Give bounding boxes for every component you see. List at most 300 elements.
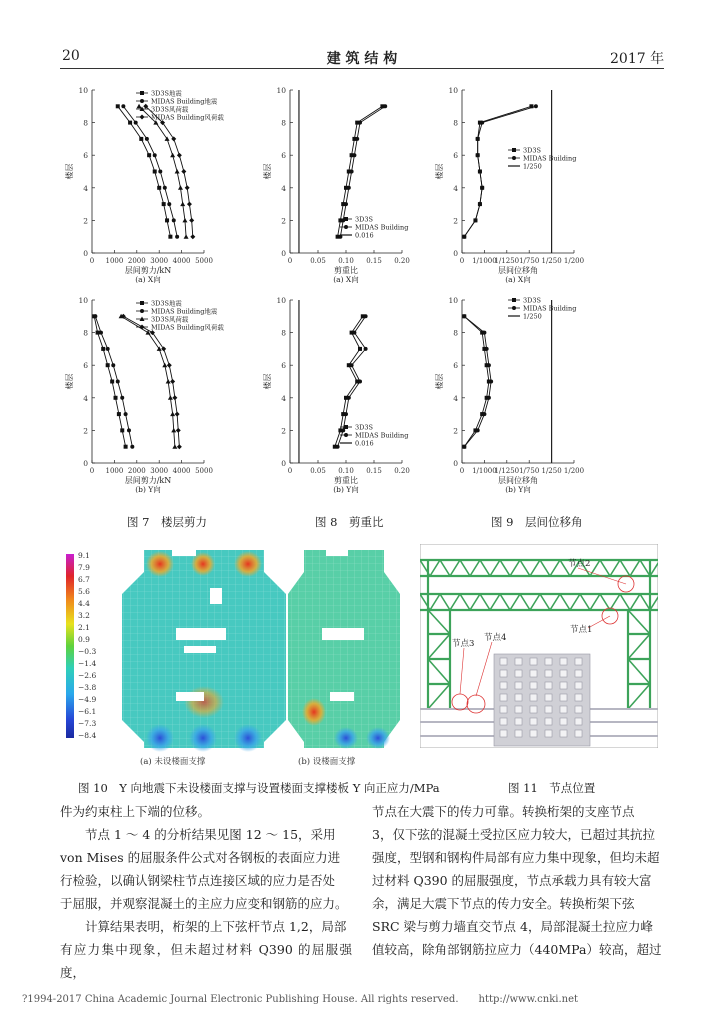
point-marker: [171, 136, 176, 141]
window: [500, 718, 507, 725]
fig10-caption: 图 10 Y 向地震下未设楼面支撑与设置楼面支撑楼板 Y 向正应力/MPa: [78, 781, 440, 795]
x-tick-label: 1/750: [519, 257, 540, 265]
node3-label: 节点3: [452, 639, 475, 649]
x-axis-label: 层间剪力/kN: [124, 476, 172, 485]
point-marker: [476, 137, 480, 141]
point-marker: [140, 301, 144, 305]
fig10-sub-b: (b) 设楼面支撑: [298, 757, 356, 767]
point-marker: [512, 156, 516, 160]
point-marker: [478, 170, 482, 174]
x-axis-label: 层间位移角: [498, 266, 538, 275]
window: [560, 718, 567, 725]
y-tick-label: 6: [453, 361, 458, 371]
x-axis-label: 层间剪力/kN: [124, 266, 172, 275]
window: [560, 730, 567, 737]
point-marker: [130, 445, 134, 449]
point-marker: [347, 186, 351, 190]
x-tick-label: 0: [89, 257, 95, 265]
y-tick-label: 10: [276, 86, 286, 95]
y-tick-label: 0: [83, 249, 88, 258]
point-marker: [153, 153, 157, 157]
window: [530, 730, 537, 737]
y-tick-label: 2: [281, 216, 286, 226]
y-tick-label: 10: [448, 86, 458, 95]
point-marker: [166, 379, 171, 384]
text-line: 强度，型钢和钢构件局部有应力集中现象，但均未超: [372, 850, 660, 865]
point-marker: [344, 217, 348, 221]
window: [500, 670, 507, 677]
point-marker: [480, 186, 484, 190]
point-marker: [344, 433, 348, 437]
point-marker: [172, 444, 177, 449]
legend-label: MIDAS Building: [355, 431, 409, 440]
fig10-stress-contours: [60, 542, 412, 774]
text-line: 计算结果表明，桁架的上下弦杆节点 1,2，局部: [85, 919, 347, 934]
y-tick-label: 4: [281, 183, 286, 193]
window: [545, 706, 552, 713]
x-tick-label: 1/1000: [472, 467, 497, 475]
point-marker: [336, 445, 340, 449]
point-marker: [110, 380, 114, 384]
point-marker: [482, 412, 486, 416]
window: [500, 706, 507, 713]
y-axis-label: 楼层: [65, 163, 74, 180]
point-marker: [355, 137, 359, 141]
point-marker: [462, 314, 466, 318]
x-tick-label: 1000: [105, 467, 124, 475]
point-marker: [134, 121, 138, 125]
legend-label: 3D3S: [355, 423, 373, 432]
point-marker: [344, 412, 348, 416]
point-marker: [140, 91, 144, 95]
fig11-node-positions: [420, 544, 658, 748]
point-marker: [93, 314, 97, 318]
point-marker: [116, 104, 120, 108]
point-marker: [147, 153, 151, 157]
point-marker: [534, 104, 538, 108]
y-axis-label: 楼层: [65, 373, 74, 390]
point-marker: [175, 235, 179, 239]
x-tick-label: 0: [459, 257, 465, 265]
scale-label: −3.8: [78, 683, 97, 692]
legend-label: 0.016: [355, 439, 374, 448]
x-tick-label: 0.05: [310, 467, 326, 475]
point-marker: [344, 202, 348, 206]
point-marker: [172, 395, 177, 400]
fig8-caption: 图 8 剪重比: [315, 515, 384, 529]
window: [545, 694, 552, 701]
point-marker: [106, 363, 110, 367]
legend-label: 3D3S风荷载: [151, 315, 189, 324]
x-tick-label: 3000: [150, 467, 169, 475]
point-marker: [165, 218, 169, 222]
window: [560, 682, 567, 689]
fig11-caption: 图 11 节点位置: [508, 781, 596, 795]
y-tick-label: 2: [83, 216, 88, 226]
x-tick-label: 2000: [127, 467, 146, 475]
legend-label: MIDAS Building风荷载: [151, 113, 224, 122]
text-line: 节点在大震下的传力可靠。转换桁架的支座节点: [372, 804, 635, 819]
point-marker: [127, 428, 131, 432]
chart-fig9a: [434, 86, 584, 284]
window: [500, 682, 507, 689]
y-tick-label: 0: [453, 459, 458, 468]
window: [500, 658, 507, 665]
text-line: 节点 1 ～ 4 的分析结果见图 12 ～ 15，采用: [85, 827, 336, 842]
point-marker: [512, 298, 516, 302]
y-axis-label: 楼层: [435, 373, 444, 390]
window: [575, 658, 582, 665]
window: [545, 682, 552, 689]
text-line: 值较高，除角部钢筋拉应力（440MPa）较高，超过: [372, 942, 662, 957]
legend-label: MIDAS Building: [523, 304, 577, 313]
series-line: [464, 106, 531, 236]
window: [515, 718, 522, 725]
point-marker: [175, 412, 180, 417]
window: [545, 718, 552, 725]
x-tick-label: 1/200: [563, 257, 585, 265]
chart-fig7a: [64, 86, 224, 284]
point-marker: [177, 444, 182, 449]
y-tick-label: 2: [453, 426, 458, 436]
point-marker: [180, 202, 185, 207]
window: [530, 694, 537, 701]
stress-map-a: [122, 548, 286, 752]
window: [530, 682, 537, 689]
point-marker: [512, 306, 516, 310]
point-marker: [187, 202, 192, 207]
x-tick-label: 1/250: [541, 257, 562, 265]
point-marker: [462, 445, 466, 449]
point-marker: [137, 104, 142, 109]
x-tick-label: 4000: [172, 467, 191, 475]
point-marker: [170, 412, 175, 417]
series-line: [118, 106, 171, 236]
point-marker: [124, 412, 128, 416]
x-tick-label: 5000: [195, 257, 213, 265]
point-marker: [128, 121, 132, 125]
y-tick-label: 2: [281, 426, 286, 436]
point-marker: [163, 186, 167, 190]
window: [530, 718, 537, 725]
point-marker: [178, 185, 183, 190]
x-tick-label: 0: [287, 257, 293, 265]
y-tick-label: 10: [78, 86, 88, 95]
x-tick-label: 1/1000: [472, 257, 497, 265]
text-line: 余，满足大震下节点的传力安全。转换桁架下弦: [372, 896, 635, 911]
point-marker: [168, 235, 172, 239]
node2-label: 节点2: [568, 559, 591, 569]
point-marker: [99, 331, 103, 335]
y-tick-label: 2: [453, 216, 458, 226]
point-marker: [350, 170, 354, 174]
legend-label: 3D3S: [355, 215, 373, 224]
body-right-column: [372, 800, 664, 961]
scale-label: 3.2: [78, 611, 90, 620]
point-marker: [145, 137, 149, 141]
y-tick-label: 4: [281, 393, 286, 403]
y-tick-label: 6: [83, 151, 88, 161]
window: [560, 658, 567, 665]
window: [500, 730, 507, 737]
y-tick-label: 6: [83, 361, 88, 371]
x-tick-label: 1/250: [541, 467, 562, 475]
y-tick-label: 4: [83, 393, 88, 403]
point-marker: [140, 115, 145, 120]
point-marker: [489, 380, 493, 384]
point-marker: [175, 169, 180, 174]
y-tick-label: 4: [453, 183, 458, 193]
point-marker: [358, 347, 362, 351]
y-axis-label: 楼层: [263, 373, 272, 390]
x-tick-label: 1/1250: [494, 257, 520, 265]
y-axis-label: 楼层: [435, 163, 444, 180]
x-axis-label: 剪重比: [334, 476, 358, 485]
legend-label: 3D3S地震: [151, 89, 182, 98]
point-marker: [350, 363, 354, 367]
scale-label: −0.3: [78, 647, 97, 656]
point-marker: [114, 396, 118, 400]
series-line: [94, 316, 125, 446]
scale-label: 0.9: [78, 635, 90, 644]
y-tick-label: 2: [83, 426, 88, 436]
window: [515, 658, 522, 665]
point-marker: [462, 235, 466, 239]
text-line: von Mises 的屈服条件公式对各钢板的表面应力进: [60, 850, 341, 865]
point-marker: [344, 425, 348, 429]
scale-label: −6.1: [78, 707, 97, 716]
legend-label: 3D3S: [523, 146, 541, 155]
legend-label: 3D3S: [523, 296, 541, 305]
window: [515, 694, 522, 701]
window: [575, 718, 582, 725]
series-line: [464, 106, 536, 236]
y-tick-label: 8: [453, 118, 458, 128]
window: [530, 706, 537, 713]
text-line: 过材料 Q390 的屈服强度，节点承载力具有较大富: [372, 873, 652, 888]
text-line: 行检验，以确认钢梁柱节点连接区域的应力是否处: [60, 873, 336, 888]
point-marker: [383, 104, 387, 108]
window: [515, 706, 522, 713]
x-tick-label: 0: [89, 467, 95, 475]
point-marker: [170, 379, 175, 384]
window: [515, 670, 522, 677]
window: [575, 730, 582, 737]
point-marker: [352, 331, 356, 335]
chart-fig8b: [262, 296, 410, 494]
window: [545, 670, 552, 677]
point-marker: [487, 396, 491, 400]
text-line: SRC 梁与剪力墙直交节点 4，局部混凝土拉应力峰: [372, 919, 653, 934]
fig9-caption: 图 9 层间位移角: [491, 515, 583, 529]
window: [530, 670, 537, 677]
series-line: [139, 106, 186, 236]
copyright-footer: ?1994-2017 China Academic Journal Electronic Publishing House. All rights reserved. http://www.cnki.net: [22, 994, 579, 1005]
scale-label: −1.4: [78, 659, 97, 668]
point-marker: [106, 347, 110, 351]
legend-label: MIDAS Building地震: [151, 97, 218, 106]
point-marker: [182, 218, 187, 223]
legend-label: 3D3S风荷载: [151, 105, 189, 114]
y-tick-label: 6: [453, 151, 458, 161]
body-left-column: [60, 800, 352, 984]
point-marker: [177, 153, 182, 158]
x-tick-label: 3000: [150, 257, 169, 265]
point-marker: [512, 148, 516, 152]
point-marker: [358, 121, 362, 125]
header-rule: [60, 68, 664, 69]
x-tick-label: 1/750: [519, 467, 540, 475]
y-tick-label: 6: [281, 151, 286, 161]
point-marker: [140, 99, 144, 103]
point-marker: [358, 380, 362, 384]
x-tick-label: 5000: [195, 467, 213, 475]
x-tick-label: 0.20: [394, 467, 410, 475]
point-marker: [120, 428, 124, 432]
point-marker: [190, 234, 195, 239]
scale-label: 4.4: [78, 599, 90, 608]
window: [560, 694, 567, 701]
point-marker: [157, 186, 161, 190]
y-tick-label: 8: [83, 118, 88, 128]
window: [560, 670, 567, 677]
legend-label: MIDAS Building地震: [151, 307, 218, 316]
chart-grid: [0, 80, 724, 500]
sub-caption: (b) Y向: [505, 485, 531, 494]
window: [530, 658, 537, 665]
point-marker: [476, 428, 480, 432]
x-tick-label: 0.20: [394, 257, 410, 265]
scale-label: −4.9: [78, 695, 97, 704]
window: [545, 658, 552, 665]
y-tick-label: 0: [281, 249, 286, 258]
legend-label: 0.016: [355, 231, 374, 240]
point-marker: [487, 363, 491, 367]
sub-caption: (a) X向: [505, 275, 531, 284]
issue-year: 2017 年: [610, 51, 665, 67]
point-marker: [167, 202, 171, 206]
point-marker: [162, 363, 167, 368]
x-axis-label: 剪重比: [334, 266, 358, 275]
point-marker: [176, 428, 181, 433]
point-marker: [170, 153, 175, 158]
node4-label: 节点4: [484, 633, 507, 643]
stress-color-scale: [66, 554, 74, 738]
point-marker: [476, 153, 480, 157]
window: [515, 730, 522, 737]
y-axis-label: 楼层: [263, 163, 272, 180]
y-tick-label: 0: [83, 459, 88, 468]
fig10-sub-a: (a) 未设楼面支撑: [140, 757, 206, 767]
legend-label: 3D3S地震: [151, 299, 182, 308]
window: [515, 682, 522, 689]
point-marker: [482, 331, 486, 335]
x-tick-label: 1/1250: [494, 467, 520, 475]
point-marker: [116, 380, 120, 384]
y-tick-label: 4: [83, 183, 88, 193]
chart-fig7b: [64, 296, 224, 494]
point-marker: [121, 104, 125, 108]
y-tick-label: 4: [453, 393, 458, 403]
x-tick-label: 0: [287, 467, 293, 475]
point-marker: [184, 234, 189, 239]
x-tick-label: 2000: [127, 257, 146, 265]
window: [560, 706, 567, 713]
scale-label: −2.6: [78, 671, 97, 680]
x-axis-label: 层间位移角: [498, 476, 538, 485]
point-marker: [185, 185, 190, 190]
x-tick-label: 0: [459, 467, 465, 475]
chart-fig8a: [262, 86, 410, 284]
scale-label: 5.6: [78, 587, 90, 596]
point-marker: [139, 137, 143, 141]
point-marker: [140, 309, 144, 313]
scale-label: 9.1: [78, 551, 90, 560]
window: [575, 694, 582, 701]
legend-label: 1/250: [523, 162, 542, 171]
text-line: 于屈服，并观察混凝土的主应力应变和钢筋的应力。: [60, 896, 348, 911]
y-tick-label: 10: [78, 296, 88, 305]
point-marker: [181, 169, 186, 174]
sub-caption: (a) X向: [135, 275, 161, 284]
x-tick-label: 4000: [172, 257, 191, 265]
point-marker: [171, 428, 176, 433]
point-marker: [101, 347, 105, 351]
y-tick-label: 10: [276, 296, 286, 305]
window: [500, 694, 507, 701]
x-tick-label: 0.15: [366, 257, 382, 265]
y-tick-label: 8: [281, 118, 286, 128]
chart-fig9b: [434, 296, 584, 494]
window: [575, 706, 582, 713]
point-marker: [153, 170, 157, 174]
point-marker: [364, 314, 368, 318]
legend-label: MIDAS Building风荷载: [151, 323, 224, 332]
point-marker: [167, 363, 172, 368]
sub-caption: (b) Y向: [333, 485, 359, 494]
journal-title: 建 筑 结 构: [326, 51, 398, 67]
point-marker: [352, 153, 356, 157]
stress-map-b: [288, 548, 400, 749]
point-marker: [161, 346, 166, 351]
y-tick-label: 8: [83, 328, 88, 338]
point-marker: [478, 202, 482, 206]
scale-label: 2.1: [78, 623, 90, 632]
fig7-caption: 图 7 楼层剪力: [127, 515, 207, 529]
text-line: 有应力集中现象，但未超过材料 Q390 的屈服强度，: [60, 942, 352, 980]
legend-label: MIDAS Building: [523, 154, 577, 163]
point-marker: [347, 396, 351, 400]
x-tick-label: 0.10: [338, 257, 354, 265]
point-marker: [364, 347, 368, 351]
y-tick-label: 6: [281, 361, 286, 371]
y-tick-label: 8: [453, 328, 458, 338]
point-marker: [344, 225, 348, 229]
window: [575, 670, 582, 677]
text-line: 件为约束柱上下端的位移。: [60, 804, 211, 819]
sub-caption: (a) X向: [333, 275, 359, 284]
point-marker: [485, 347, 489, 351]
point-marker: [120, 396, 124, 400]
point-marker: [117, 412, 121, 416]
point-marker: [480, 121, 484, 125]
scale-label: 7.9: [78, 563, 90, 572]
sub-caption: (b) Y向: [135, 485, 161, 494]
window: [545, 730, 552, 737]
scale-label: −7.3: [78, 719, 97, 728]
y-tick-label: 10: [448, 296, 458, 305]
point-marker: [189, 218, 194, 223]
